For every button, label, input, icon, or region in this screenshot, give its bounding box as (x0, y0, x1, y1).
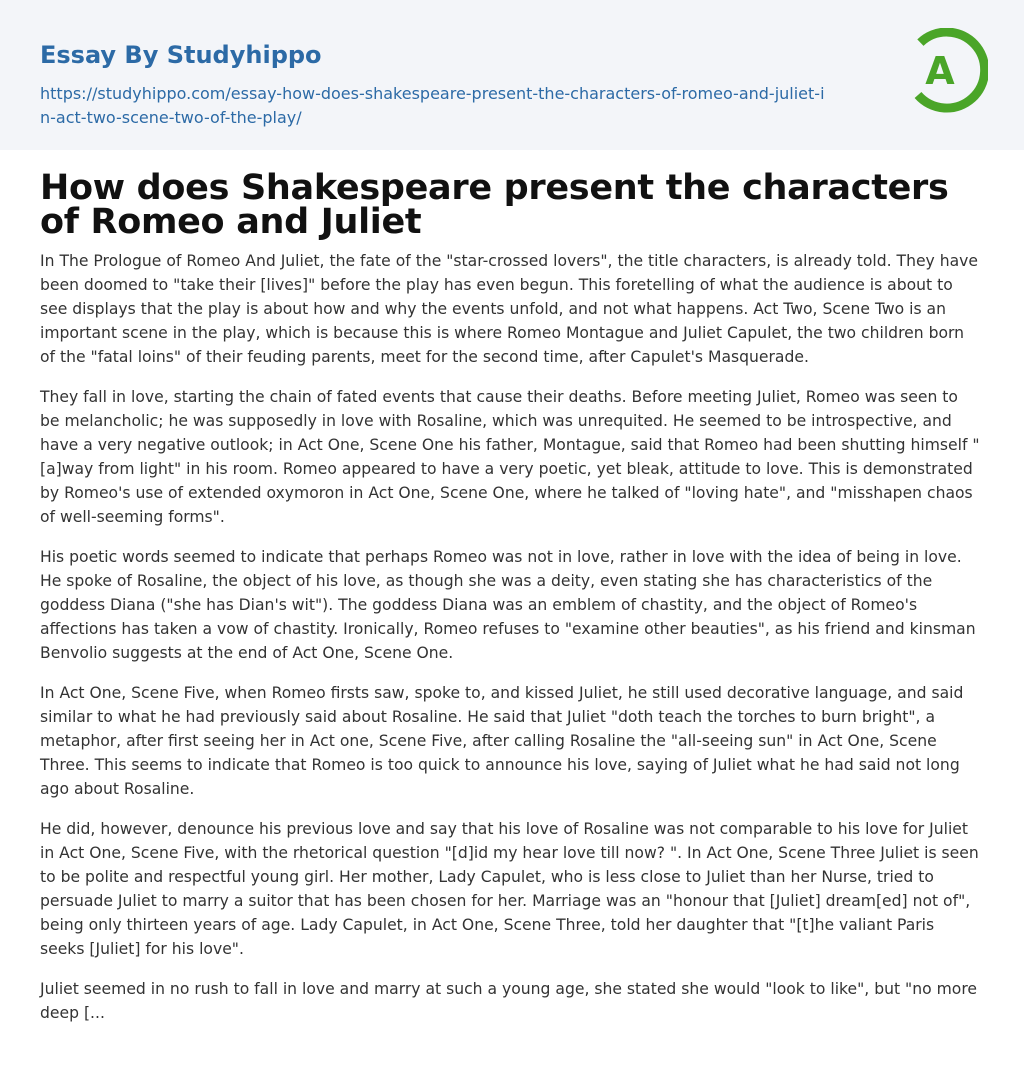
essay-paragraph: Juliet seemed in no rush to fall in love and marry at such a young age, she stated she would "look to like", but "no more deep [... (40, 980, 978, 1022)
essay-paragraph: He did, however, denounce his previous love and say that his love of Rosaline was not comparable to his love for Juliet in Act One, Scene Five, with the rhetorical question "[d]id my hear love till now? ". In Act One, Scene Three Juliet is seen to be polite and respectful young girl. Her mother, Lady Capulet, who is less close to Juliet than her Nurse, tried to persuade Juliet to marry a suitor that has been chosen for her. Marriage was an "honour that [Juliet] dream[ed] not of", being only thirteen years of age. Lady Capulet, in Act One, Scene Three, told her daughter that "[t]he valiant Paris seeks [Juliet] for his love". (40, 820, 979, 958)
essay-title: How does Shakespeare present the characters of Romeo and Juliet (40, 168, 949, 242)
brand-title[interactable]: Essay By Studyhippo (40, 41, 322, 69)
essay-paragraph: His poetic words seemed to indicate that perhaps Romeo was not in love, rather in love with the idea of being in love. He spoke of Rosaline, the object of his love, as though she was a deity, even stating she has characteristics of the goddess Diana ("she has Dian's wit"). The goddess Diana was an emblem of chastity, and the object of Romeo's affections has taken a vow of chastity. Ironically, Romeo refuses to "examine other beauties", as his friend and kinsman Benvolio suggests at the end of Act One, Scene One. (40, 548, 976, 662)
essay-url-link[interactable]: https://studyhippo.com/essay-how-does-shakespeare-present-the-characters-of-romeo-and-juliet-in-act-two-scene-two-of-the-play/ (40, 84, 825, 127)
essay-paragraph: In The Prologue of Romeo And Juliet, the fate of the "star-crossed lovers", the title characters, is already told. They have been doomed to "take their [lives]" before the play has even begun. This foretelling of what the audience is about to see displays that the play is about how and why the events unfold, and not what happens. Act Two, Scene Two is an important scene in the play, which is because this is where Romeo Montague and Juliet Capulet, the two children born of the "fatal loins" of their feuding parents, meet for the second time, after Capulet's Masquerade. (40, 252, 979, 366)
essay-content (40, 249, 982, 1041)
essay-paragraph: They fall in love, starting the chain of fated events that cause their deaths. Before meeting Juliet, Romeo was seen to be melancholic; he was supposedly in love with Rosaline, which was unrequited. He seemed to be introspective, and have a very negative outlook; in Act One, Scene One his father, Montague, said that Romeo had been shutting himself "[a]way from light" in his room. Romeo appeared to have a very poetic, yet bleak, attitude to love. This is demonstrated by Romeo's use of extended oxymoron in Act One, Scene One, where he talked of "loving hate", and "misshapen chaos of well-seeming forms". (40, 388, 980, 526)
logo-letter: A (925, 49, 955, 93)
circular-a-logo-icon[interactable] (900, 28, 988, 116)
essay-paragraph: In Act One, Scene Five, when Romeo firsts saw, spoke to, and kissed Juliet, he still used decorative language, and said similar to what he had previously said about Rosaline. He said that Juliet "doth teach the torches to burn bright", a metaphor, after first seeing her in Act one, Scene Five, after calling Rosaline the "all-seeing sun" in Act One, Scene Three. This seems to indicate that Romeo is too quick to announce his love, saying of Juliet what he had said not long ago about Rosaline. (40, 684, 964, 798)
site-header (0, 0, 1024, 150)
